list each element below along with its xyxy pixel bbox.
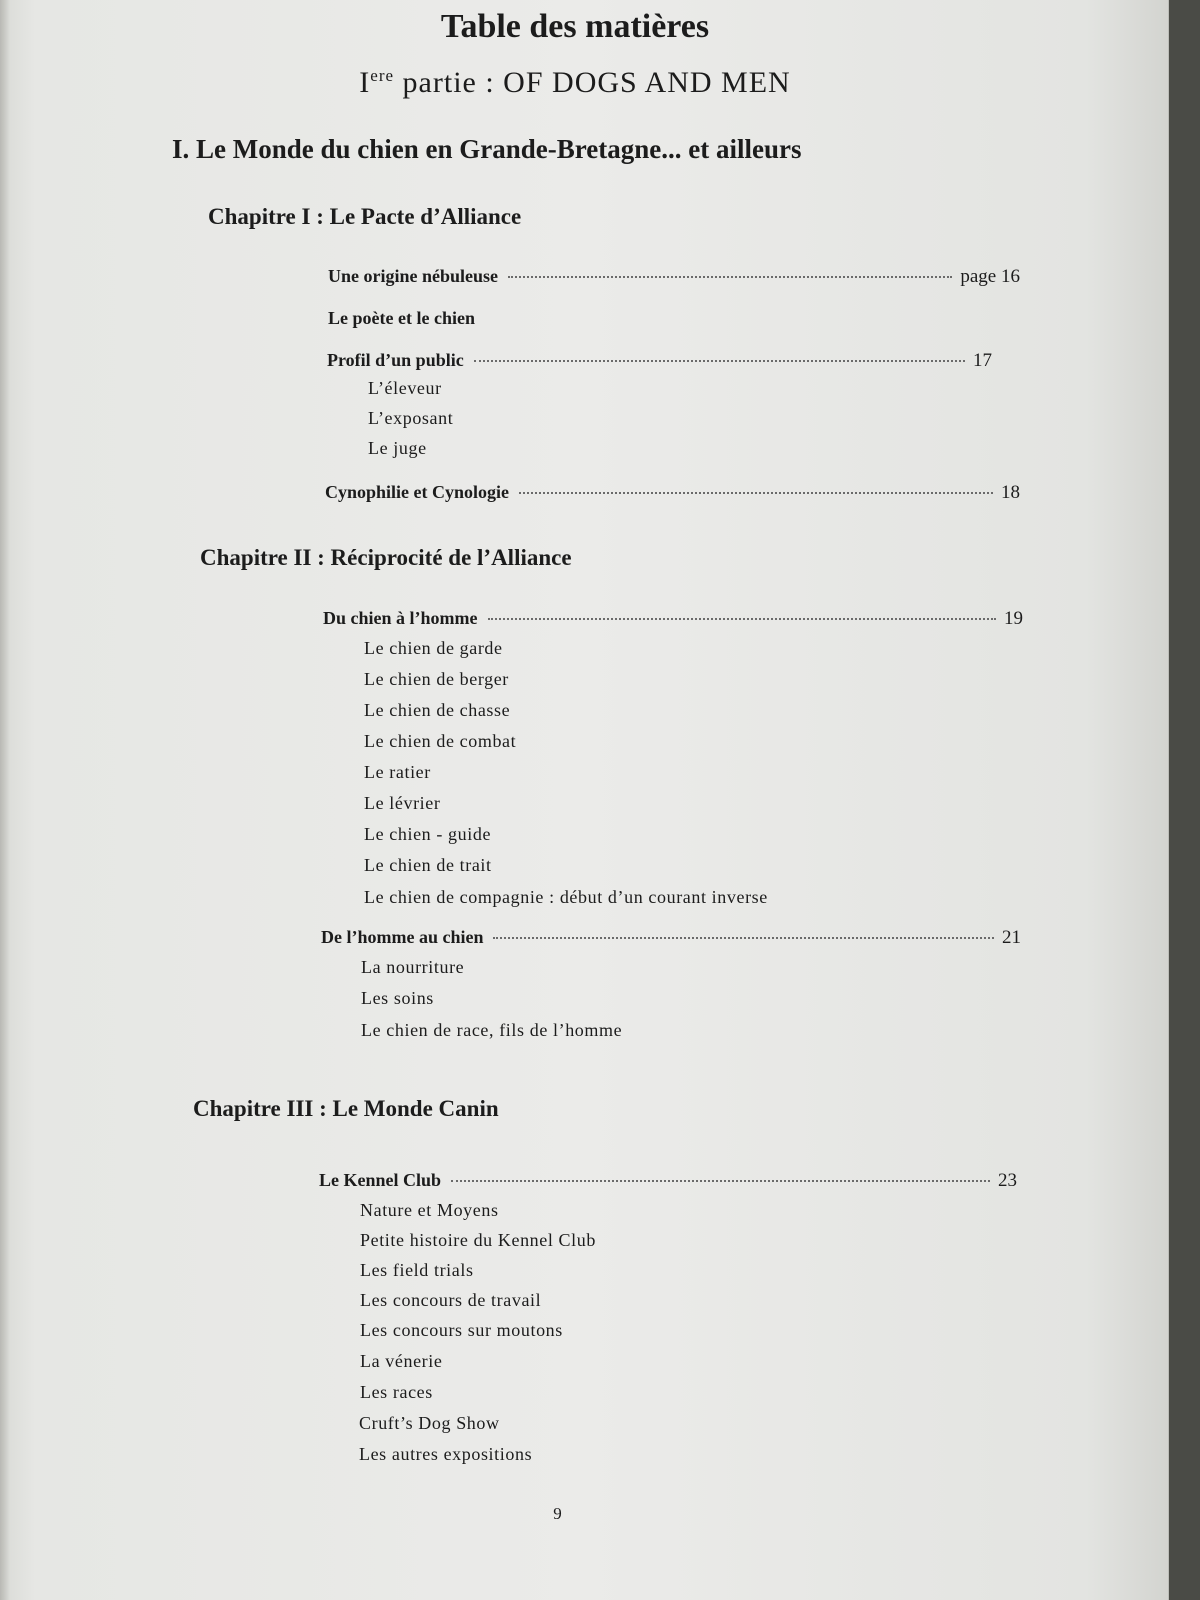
toc-subentry: Le juge xyxy=(368,438,427,458)
toc-subentry: Les autres expositions xyxy=(359,1444,533,1464)
toc-subentry: Le chien de trait xyxy=(364,855,492,875)
toc-entry-label: Une origine nébuleuse xyxy=(328,266,499,286)
toc-subentry: Petite histoire du Kennel Club xyxy=(360,1230,596,1250)
toc-subentry: Le chien de compagnie : début d’un courant inverse xyxy=(364,887,768,907)
toc-subentry: Le chien de race, fils de l’homme xyxy=(361,1020,623,1040)
toc-entry xyxy=(328,266,1020,288)
toc-subentry: Les concours de travail xyxy=(360,1290,542,1310)
chapter-title: Chapitre I : Le Pacte d’Alliance xyxy=(208,204,522,229)
toc-subentry: Le chien - guide xyxy=(364,824,492,844)
toc-entry xyxy=(321,927,1021,949)
section-title: I. Le Monde du chien en Grande-Bretagne... et ailleurs xyxy=(172,134,802,164)
toc-entry-label: Du chien à l’homme xyxy=(323,608,478,628)
toc-subentry: L’exposant xyxy=(368,408,454,428)
dot-leader xyxy=(474,360,965,362)
toc-subentry: La vénerie xyxy=(360,1351,443,1371)
toc-entry xyxy=(327,350,992,372)
toc-subentry: Le ratier xyxy=(364,762,431,782)
toc-entry xyxy=(319,1170,1017,1192)
toc-subentry: La nourriture xyxy=(361,957,465,977)
toc-entry xyxy=(323,608,1023,630)
dot-leader xyxy=(451,1180,990,1182)
toc-entry-label: Cynophilie et Cynologie xyxy=(325,482,510,502)
toc-page-number: 19 xyxy=(1004,608,1023,629)
dot-leader xyxy=(519,492,993,494)
toc-page-number: 23 xyxy=(998,1170,1017,1191)
page-number: 9 xyxy=(553,1504,562,1523)
dot-leader xyxy=(488,618,997,620)
chapter-title: Chapitre II : Réciprocité de l’Alliance xyxy=(200,545,572,570)
toc-subentry: Le chien de combat xyxy=(364,731,517,751)
dot-leader xyxy=(508,276,952,278)
part-numeral: I xyxy=(359,66,371,99)
toc-subentry: Le lévrier xyxy=(364,793,441,813)
toc-entry-label: Profil d’un public xyxy=(327,350,464,370)
toc-subentry: Le chien de berger xyxy=(364,669,509,689)
part-numeral-suffix: ere xyxy=(370,66,395,85)
page-binding-shadow xyxy=(0,0,10,1600)
toc-page-number: 18 xyxy=(1001,482,1020,503)
toc-subentry: Le chien de garde xyxy=(364,638,503,658)
part-title xyxy=(0,66,1150,100)
chapter-title: Chapitre III : Le Monde Canin xyxy=(193,1096,499,1121)
toc-subentry: Les soins xyxy=(361,988,434,1008)
page-title: Table des matières xyxy=(440,8,710,45)
toc-entry xyxy=(325,482,1020,504)
toc-subentry: Les concours sur moutons xyxy=(360,1320,563,1340)
toc-entry-label: De l’homme au chien xyxy=(321,927,484,947)
toc-page-number: 17 xyxy=(973,350,992,371)
toc-subentry: Cruft’s Dog Show xyxy=(359,1413,500,1433)
toc-subentry: Les field trials xyxy=(360,1260,474,1280)
toc-entry-label: Le poète et le chien xyxy=(328,308,475,328)
toc-subentry: Les races xyxy=(360,1382,433,1402)
toc-page-number: page 16 xyxy=(960,266,1020,287)
toc-subentry: Le chien de chasse xyxy=(364,700,511,720)
toc-subentry: Nature et Moyens xyxy=(360,1200,499,1220)
part-label: partie : OF DOGS AND MEN xyxy=(402,66,791,99)
toc-page-number: 21 xyxy=(1002,927,1021,948)
toc-entry xyxy=(328,308,475,329)
toc-entry-label: Le Kennel Club xyxy=(319,1170,442,1190)
dot-leader xyxy=(493,937,994,939)
toc-subentry: L’éleveur xyxy=(368,378,442,398)
